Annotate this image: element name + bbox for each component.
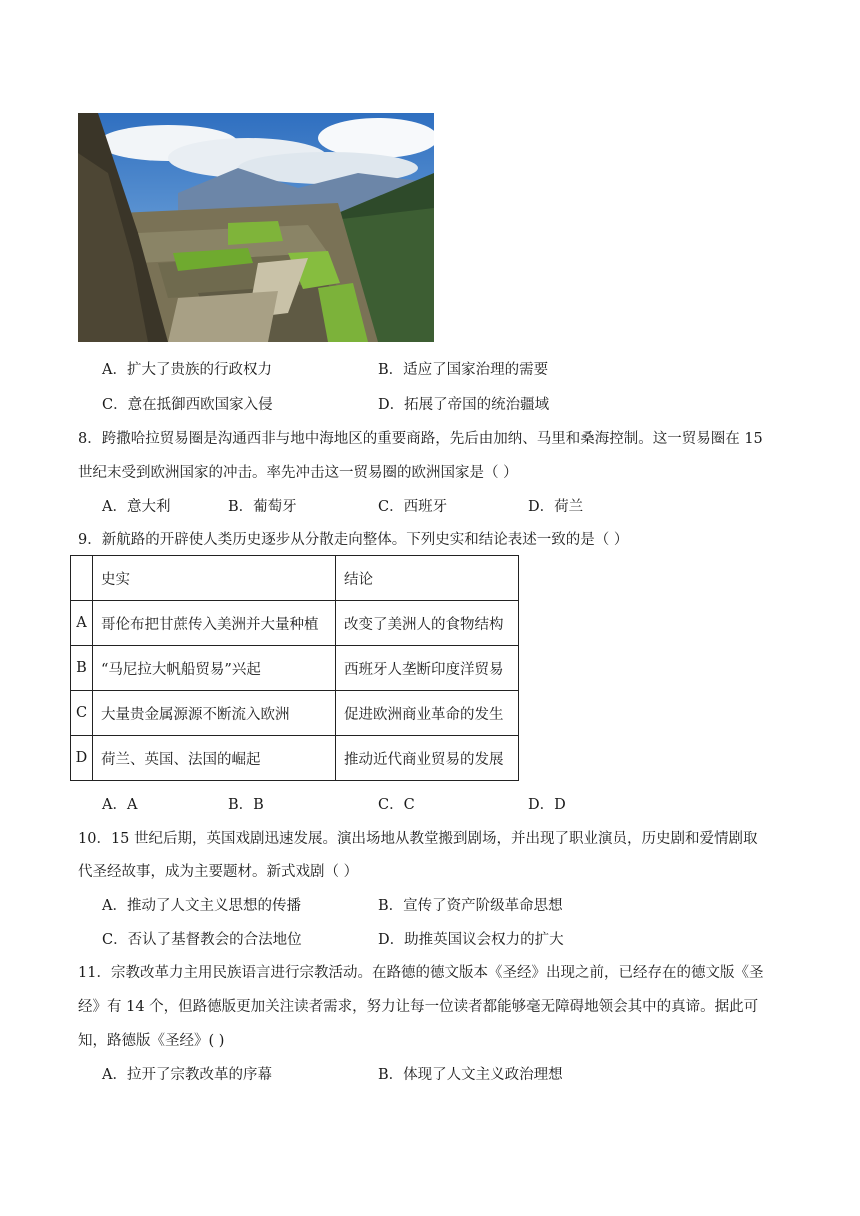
q11-stem-line2: 经》有 14 个，但路德版更加关注读者需求，努力让每一位读者都能够毫无障碍地领会其中的真谛。据此可 [78, 999, 759, 1015]
q10-option-d[interactable]: D．助推英国议会权力的扩大 [378, 932, 564, 948]
q9-option-d[interactable]: D．D [528, 797, 566, 813]
table-row [71, 601, 519, 646]
q7-option-c[interactable]: C．意在抵御西欧国家入侵 [102, 397, 273, 413]
q10-stem-line2: 代圣经故事，成为主要题材。新式戏剧（ ） [78, 864, 359, 880]
q10-option-b[interactable]: B．宣传了资产阶级革命思想 [378, 898, 563, 914]
q10-stem-line1: 10．15 世纪后期，英国戏剧迅速发展。演出场地从教堂搬到剧场，并出现了职业演员，历史剧和爱情剧取 [78, 831, 758, 847]
row-fact: “马尼拉大帆船贸易”兴起 [93, 646, 336, 691]
row-key: A [71, 601, 93, 646]
row-conclusion: 西班牙人垄断印度洋贸易 [336, 646, 519, 691]
row-fact: 哥伦布把甘蔗传入美洲并大量种植 [93, 601, 336, 646]
q10-option-c[interactable]: C．否认了基督教会的合法地位 [102, 932, 302, 948]
q8-option-a[interactable]: A．意大利 [102, 499, 171, 515]
q8-option-c[interactable]: C．西班牙 [378, 499, 448, 515]
q7-option-d[interactable]: D．拓展了帝国的统治疆域 [378, 397, 550, 413]
inca-terrace-photo [78, 113, 434, 342]
q11-stem-line1: 11．宗教改革力主用民族语言进行宗教活动。在路德的德文版本《圣经》出现之前，已经存在的德文版《圣 [78, 965, 764, 981]
q8-stem-line2: 世纪末受到欧洲国家的冲击。率先冲击这一贸易圈的欧洲国家是（ ） [78, 465, 518, 481]
header-fact: 史实 [93, 556, 336, 601]
q9-option-a[interactable]: A．A [102, 797, 138, 813]
table-header-row [71, 556, 519, 601]
row-key: B [71, 646, 93, 691]
row-key: D [71, 736, 93, 781]
q8-stem-line1: 8．跨撒哈拉贸易圈是沟通西非与地中海地区的重要商路，先后由加纳、马里和桑海控制。这一贸易圈在 15 [78, 431, 763, 447]
q8-option-b[interactable]: B．葡萄牙 [228, 499, 297, 515]
table-row [71, 691, 519, 736]
q8-option-d[interactable]: D．荷兰 [528, 499, 584, 515]
q10-option-a[interactable]: A．推动了人文主义思想的传播 [102, 898, 301, 914]
row-conclusion: 推动近代商业贸易的发展 [336, 736, 519, 781]
row-conclusion: 促进欧洲商业革命的发生 [336, 691, 519, 736]
row-fact: 大量贵金属源源不断流入欧洲 [93, 691, 336, 736]
row-conclusion: 改变了美洲人的食物结构 [336, 601, 519, 646]
q11-stem-line3: 知，路德版《圣经》( ) [78, 1033, 225, 1049]
table-row [71, 646, 519, 691]
q7-option-b[interactable]: B．适应了国家治理的需要 [378, 362, 549, 378]
row-key: C [71, 691, 93, 736]
q9-option-c[interactable]: C．C [378, 797, 415, 813]
row-fact: 荷兰、英国、法国的崛起 [93, 736, 336, 781]
q11-option-b[interactable]: B．体现了人文主义政治理想 [378, 1067, 563, 1083]
q9-option-b[interactable]: B．B [228, 797, 264, 813]
table-row [71, 736, 519, 781]
q7-option-a[interactable]: A．扩大了贵族的行政权力 [102, 362, 272, 378]
header-conclusion: 结论 [336, 556, 519, 601]
q9-table [70, 555, 519, 781]
q9-stem: 9．新航路的开辟使人类历史逐步从分散走向整体。下列史实和结论表述一致的是（ ） [78, 532, 629, 548]
q11-option-a[interactable]: A．拉开了宗教改革的序幕 [102, 1067, 272, 1083]
